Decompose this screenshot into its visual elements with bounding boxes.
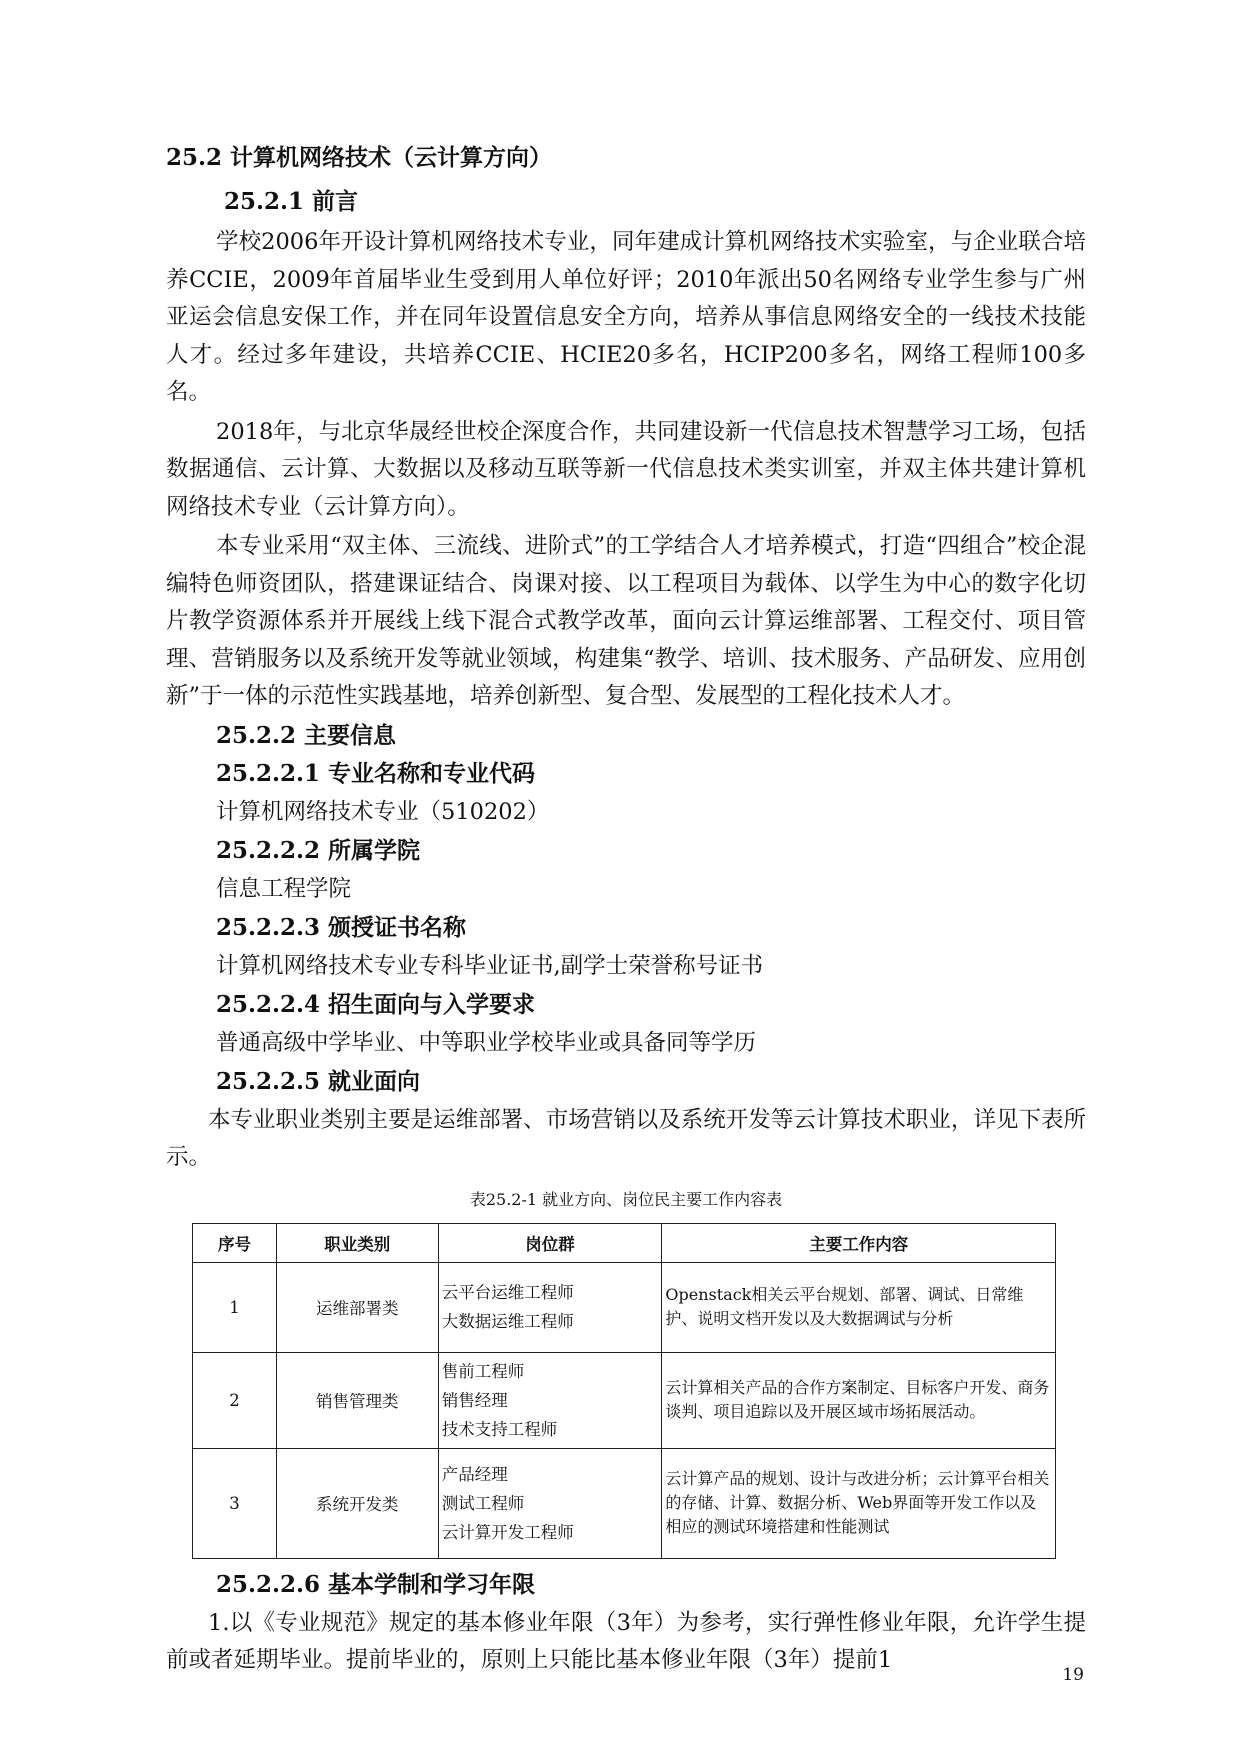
item-heading-admission: 25.2.2.4 招生面向与入学要求 bbox=[216, 990, 536, 1018]
table-cell-no: 2 bbox=[193, 1352, 277, 1448]
table-cell-no: 1 bbox=[193, 1262, 277, 1352]
item-text-certificate: 计算机网络技术专业专科毕业证书,副学士荣誉称号证书 bbox=[216, 952, 764, 979]
table-cell-work: 云计算产品的规划、设计与改进分析；云计算平台相关的存储、计算、数据分析、Web界面等开发工作以及相应的测试环境搭建和性能测试 bbox=[662, 1448, 1056, 1558]
position-line: 技术支持工程师 bbox=[441, 1419, 558, 1439]
table-header-cell: 序号 bbox=[193, 1223, 277, 1262]
table-header-cell: 职业类别 bbox=[276, 1223, 438, 1262]
preface-paragraph-2: 2018年，与北京华晟经世校企深度合作，共同建设新一代信息技术智慧学习工场，包括数据通信、云计算、大数据以及移动互联等新一代信息技术类实训室，并双主体共建计算机网络技术专业（云计算方向）。 bbox=[166, 418, 1086, 520]
table-header-row bbox=[193, 1223, 1056, 1262]
table-header-cell: 主要工作内容 bbox=[662, 1223, 1056, 1262]
position-line: 产品经理 bbox=[441, 1464, 508, 1484]
table-row bbox=[193, 1448, 1056, 1558]
employment-table bbox=[192, 1223, 1056, 1559]
subsection-heading-main-info: 25.2.2 主要信息 bbox=[216, 721, 397, 749]
table-cell-positions bbox=[438, 1352, 662, 1448]
item-text-employment: 本专业职业类别主要是运维部署、市场营销以及系统开发等云计算技术职业，详见下表所示。 bbox=[166, 1106, 1086, 1170]
position-line: 云计算开发工程师 bbox=[441, 1522, 574, 1542]
item-text-admission: 普通高级中学毕业、中等职业学校毕业或具备同等学历 bbox=[216, 1029, 757, 1056]
position-line: 售前工程师 bbox=[441, 1361, 525, 1381]
table-row bbox=[193, 1262, 1056, 1352]
preface-paragraph-1: 学校2006年开设计算机网络技术专业，同年建成计算机网络技术实验室，与企业联合培养CCIE，2009年首届毕业生受到用人单位好评；2010年派出50名网络专业学生参与广州亚运会信息安保工作，并在同年设置信息安全方向，培养从事信息网络安全的一线技术技能人才。经过多年建设，共培养CCIE、HCIE20多名，HCIP200多名，网络工程师100多名。 bbox=[166, 229, 1086, 405]
page-number: 19 bbox=[1062, 1665, 1084, 1685]
table-cell-no: 3 bbox=[193, 1448, 277, 1558]
table-caption: 表25.2-1 就业方向、岗位民主要工作内容表 bbox=[469, 1189, 783, 1209]
item-heading-certificate: 25.2.2.3 颁授证书名称 bbox=[216, 913, 467, 941]
item-heading-employment: 25.2.2.5 就业面向 bbox=[216, 1067, 421, 1095]
position-line: 测试工程师 bbox=[441, 1493, 525, 1513]
table-cell-work: Openstack相关云平台规划、部署、调试、日常维护、说明文档开发以及大数据调试与分析 bbox=[662, 1262, 1056, 1352]
item-heading-major-name: 25.2.2.1 专业名称和专业代码 bbox=[216, 759, 536, 787]
table-header-cell: 岗位群 bbox=[438, 1223, 662, 1262]
table-cell-category: 运维部署类 bbox=[276, 1262, 438, 1352]
section-heading: 25.2 计算机网络技术（云计算方向） bbox=[166, 144, 553, 171]
table-cell-work: 云计算相关产品的合作方案制定、目标客户开发、商务谈判、项目追踪以及开展区域市场拓展活动。 bbox=[662, 1352, 1056, 1448]
table-cell-category: 销售管理类 bbox=[276, 1352, 438, 1448]
item-text-college: 信息工程学院 bbox=[216, 875, 352, 902]
duration-paragraph: 1.以《专业规范》规定的基本修业年限（3年）为参考，实行弹性修业年限，允许学生提前或者延期毕业。提前毕业的，原则上只能比基本修业年限（3年）提前1 bbox=[166, 1609, 1086, 1673]
preface-paragraph-3: 本专业采用“双主体、三流线、进阶式”的工学结合人才培养模式，打造“四组合”校企混编特色师资团队，搭建课证结合、岗课对接、以工程项目为载体、以学生为中心的数字化切片教学资源体系并开展线上线下混合式教学改革，面向云计算运维部署、工程交付、项目管理、营销服务以及系统开发等就业领域，构建集“教学、培训、技术服务、产品研发、应用创新”于一体的示范性实践基地，培养创新型、复合型、发展型的工程化技术人才。 bbox=[166, 533, 1086, 709]
table-cell-category: 系统开发类 bbox=[276, 1448, 438, 1558]
table-cell-positions bbox=[438, 1448, 662, 1558]
subsection-heading-duration: 25.2.2.6 基本学制和学习年限 bbox=[216, 1570, 536, 1598]
position-line: 销售经理 bbox=[441, 1390, 508, 1410]
position-line: 云平台运维工程师 bbox=[441, 1283, 574, 1302]
position-line: 大数据运维工程师 bbox=[441, 1312, 574, 1331]
table-row bbox=[193, 1352, 1056, 1448]
document-page bbox=[166, 140, 1086, 1680]
subsection-heading-preface: 25.2.1 前言 bbox=[224, 188, 359, 215]
item-heading-college: 25.2.2.2 所属学院 bbox=[216, 836, 421, 864]
item-text-major-name: 计算机网络技术专业（510202） bbox=[216, 798, 550, 825]
table-cell-positions bbox=[438, 1262, 662, 1352]
